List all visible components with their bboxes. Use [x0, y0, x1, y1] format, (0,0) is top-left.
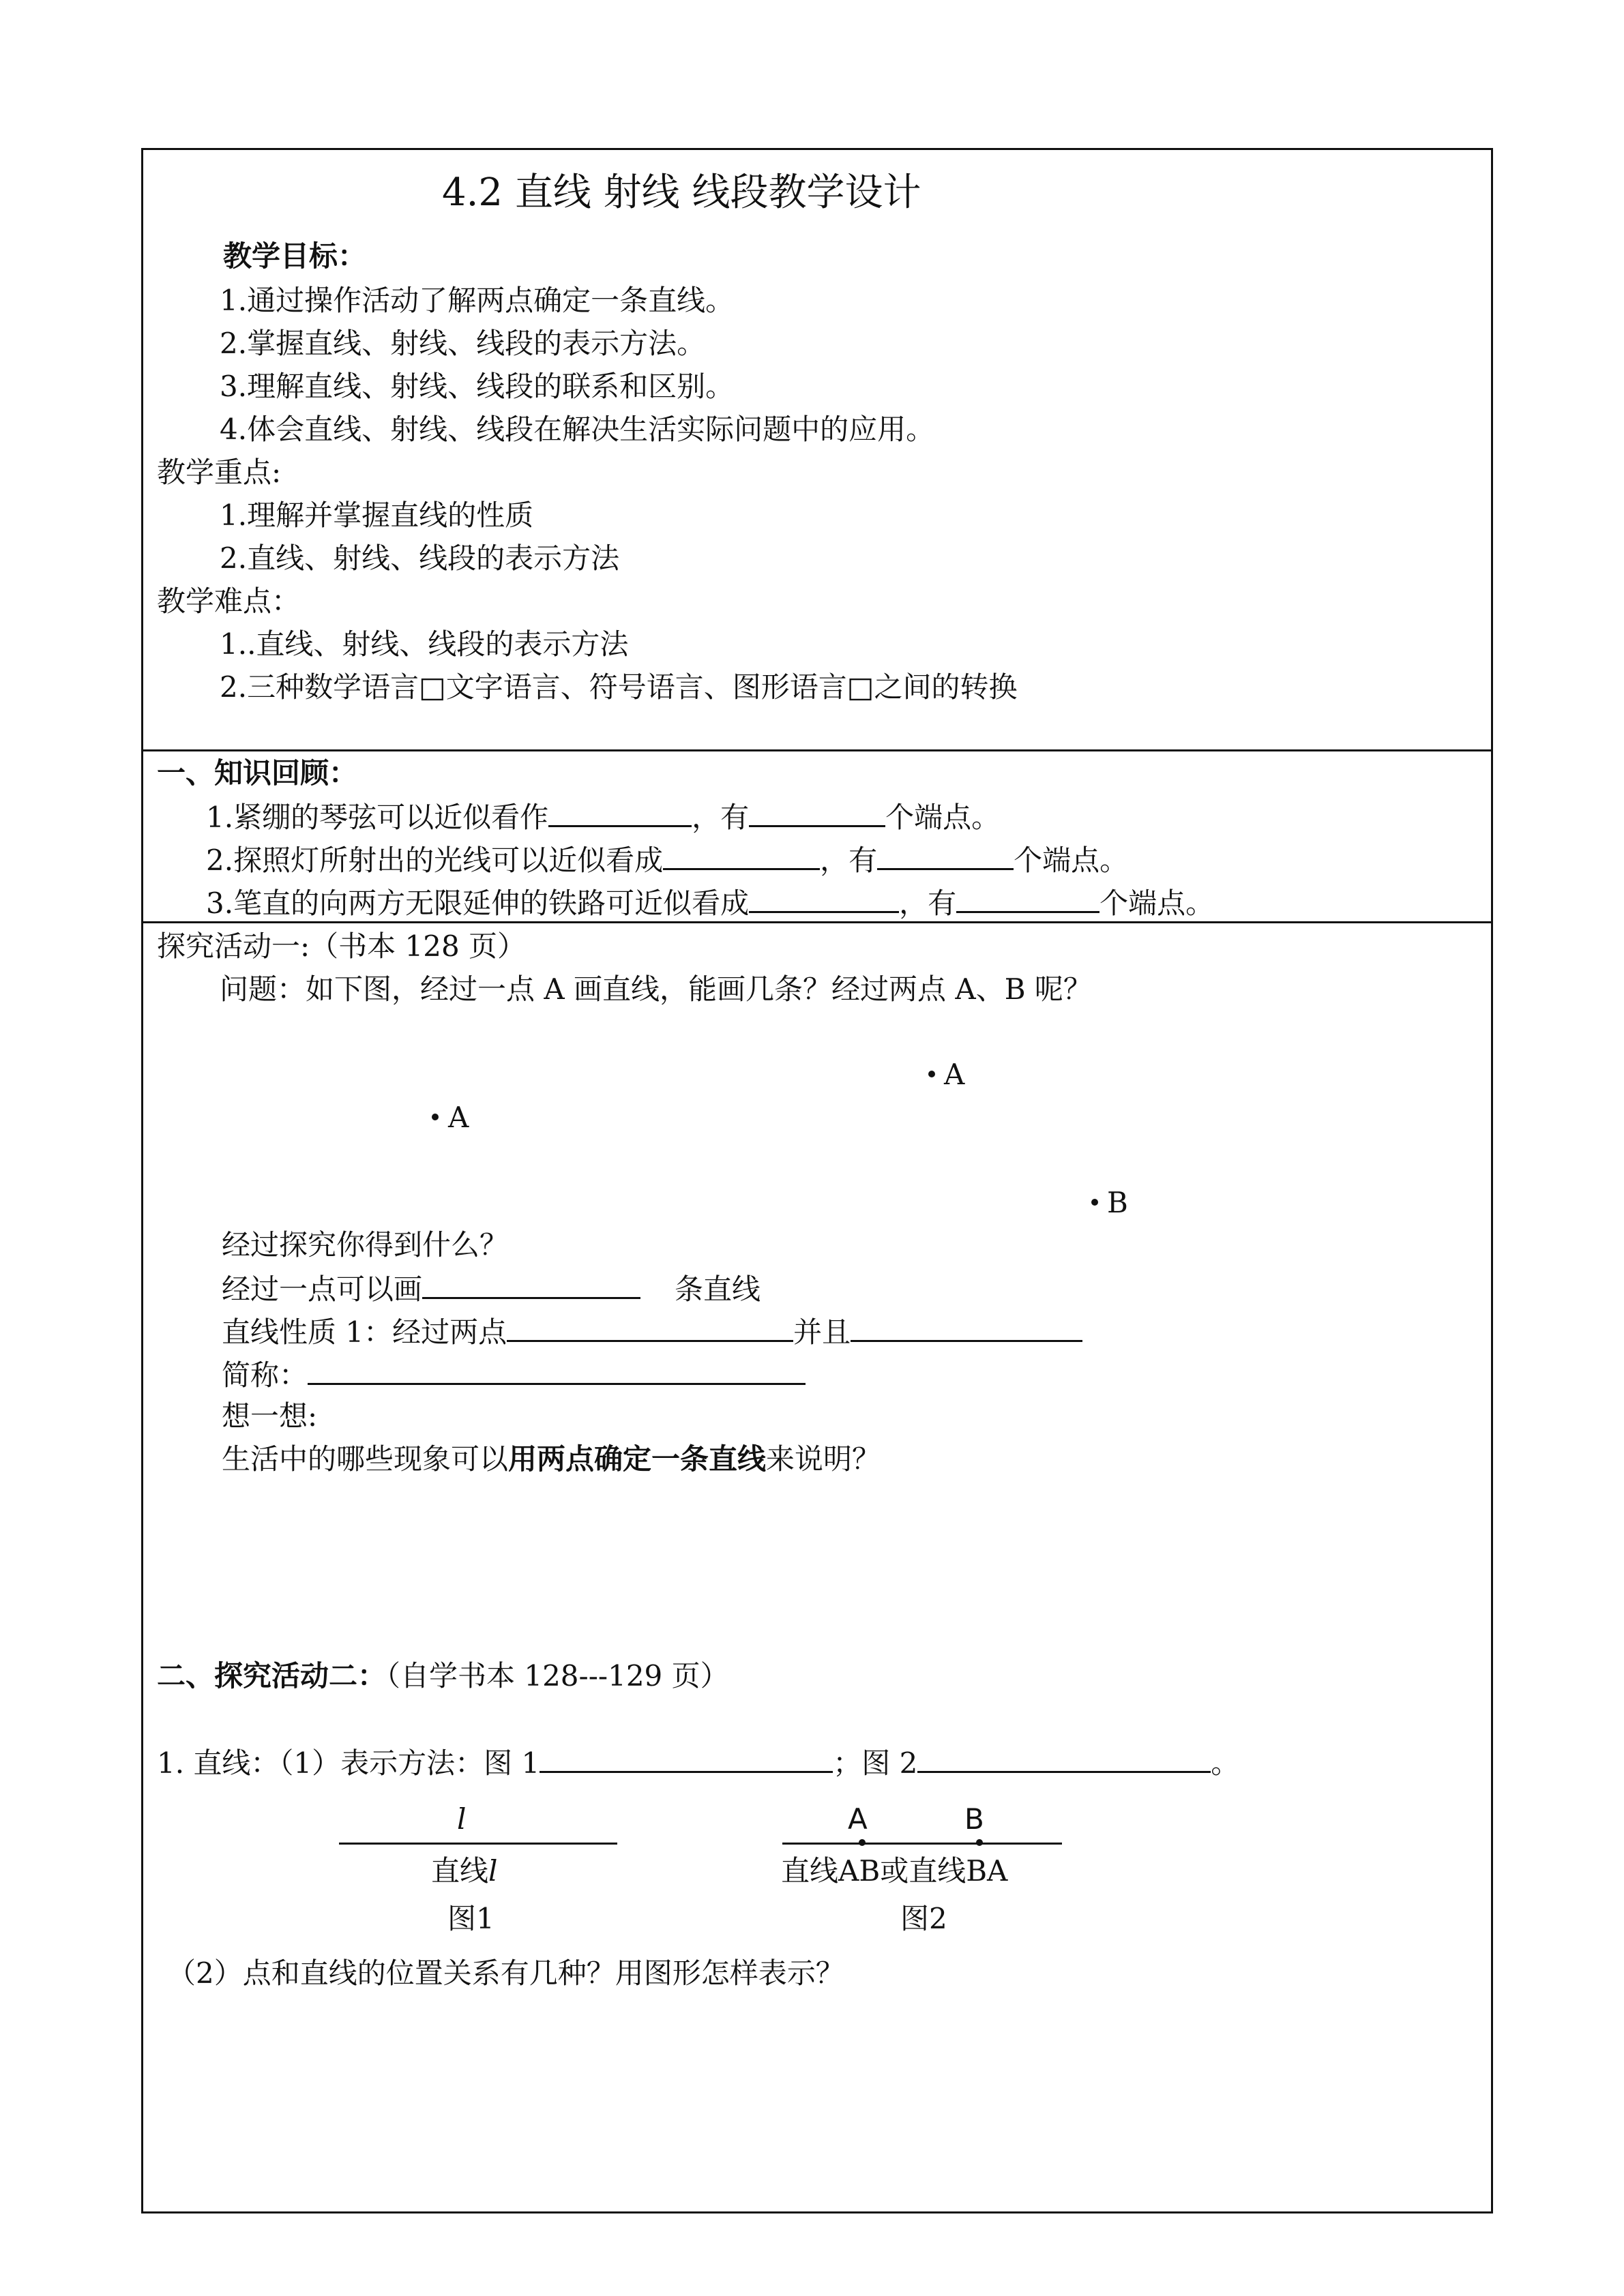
answer-blank[interactable] — [749, 884, 899, 913]
point-b-label: B — [1107, 1186, 1128, 1219]
answer-blank[interactable] — [540, 1744, 833, 1773]
answer-blank[interactable] — [548, 798, 692, 827]
answer-blank[interactable] — [851, 1313, 1082, 1342]
key-points-heading: 教学重点: — [157, 456, 282, 489]
line-property: 直线性质 1：经过两点 并且 — [222, 1313, 1082, 1350]
answer-blank[interactable] — [917, 1744, 1211, 1773]
difficulties-heading: 教学难点： — [157, 584, 301, 618]
activity1-heading: 探究活动一:（书本 128 页） — [157, 929, 527, 963]
fig1-line-letter: l — [457, 1802, 467, 1836]
activity1-question: 问题：如下图，经过一点 A 画直线，能画几条？经过两点 A、B 呢？ — [220, 972, 1092, 1006]
review-question-1: 1.紧绷的琴弦可以近似看作 ，有 个端点。 — [206, 798, 1000, 835]
fig2-point-a-dot — [859, 1839, 866, 1846]
page-title: 4.2 直线 射线 线段教学设计 — [442, 170, 921, 215]
answer-blank[interactable] — [877, 841, 1014, 870]
fig2-point-a-label: A — [848, 1802, 868, 1836]
objectives-heading: 教学目标： — [223, 239, 367, 273]
result-prompt: 经过探究你得到什么？ — [222, 1228, 509, 1262]
fig2-line — [782, 1843, 1062, 1845]
life-question: 生活中的哪些现象可以用两点确定一条直线来说明？ — [222, 1442, 881, 1476]
fig1-label: 图1 — [447, 1902, 494, 1935]
table-top-border — [141, 148, 1493, 150]
table-divider-1 — [141, 749, 1493, 751]
point-a-dot — [928, 1071, 935, 1077]
fig1-line — [339, 1843, 617, 1845]
objective-item: 1.通过操作活动了解两点确定一条直线。 — [220, 284, 735, 317]
point-b-dot — [1091, 1199, 1098, 1206]
table-right-border — [1491, 148, 1493, 2213]
answer-blank[interactable] — [422, 1270, 640, 1299]
objective-item: 3.理解直线、射线、线段的联系和区别。 — [220, 370, 735, 403]
fig1-caption: 直线l — [431, 1854, 498, 1888]
key-point-item: 2.直线、射线、线段的表示方法 — [220, 541, 620, 575]
table-divider-2 — [141, 921, 1493, 923]
answer-blank[interactable] — [956, 884, 1099, 913]
line-representation-question: 1. 直线：（1）表示方法：图 1 ；图 2 。 — [157, 1744, 1239, 1781]
table-bottom-border — [141, 2211, 1493, 2213]
table-left-border — [141, 148, 143, 2213]
objective-item: 2.掌握直线、射线、线段的表示方法。 — [220, 327, 706, 360]
review-heading: 一、知识回顾： — [157, 756, 358, 790]
point-line-relation-question: （2）点和直线的位置关系有几种？用图形怎样表示？ — [167, 1956, 844, 1990]
key-point-item: 1.理解并掌握直线的性质 — [220, 498, 534, 532]
activity2-heading: 二、探究活动二：（自学书本 128---129 页） — [157, 1659, 729, 1693]
point-a-label: A — [448, 1101, 469, 1134]
difficulty-item: 1..直线、射线、线段的表示方法 — [220, 627, 629, 661]
point-a-dot — [432, 1114, 439, 1120]
difficulty-item: 2.三种数学语言□文字语言、符号语言、图形语言□之间的转换 — [220, 670, 1018, 704]
answer-blank[interactable] — [749, 798, 885, 827]
short-name: 简称： — [222, 1356, 806, 1393]
answer-blank[interactable] — [507, 1313, 793, 1342]
answer-blank[interactable] — [663, 841, 820, 870]
fig2-label: 图2 — [900, 1902, 947, 1935]
fig2-caption: 直线AB或直线BA — [781, 1854, 1008, 1888]
think-heading: 想一想: — [222, 1399, 318, 1433]
review-question-2: 2.探照灯所射出的光线可以近似看成 ，有 个端点。 — [206, 841, 1128, 878]
fig2-point-b-dot — [976, 1839, 983, 1846]
answer-blank[interactable] — [308, 1356, 806, 1385]
lines-through-one-point: 经过一点可以画 条直线 — [222, 1270, 761, 1307]
point-a-label: A — [944, 1058, 965, 1091]
objective-item: 4.体会直线、射线、线段在解决生活实际问题中的应用。 — [220, 413, 935, 446]
fig2-point-b-label: B — [964, 1802, 984, 1836]
review-question-3: 3.笔直的向两方无限延伸的铁路可近似看成 ，有 个端点。 — [206, 884, 1214, 921]
